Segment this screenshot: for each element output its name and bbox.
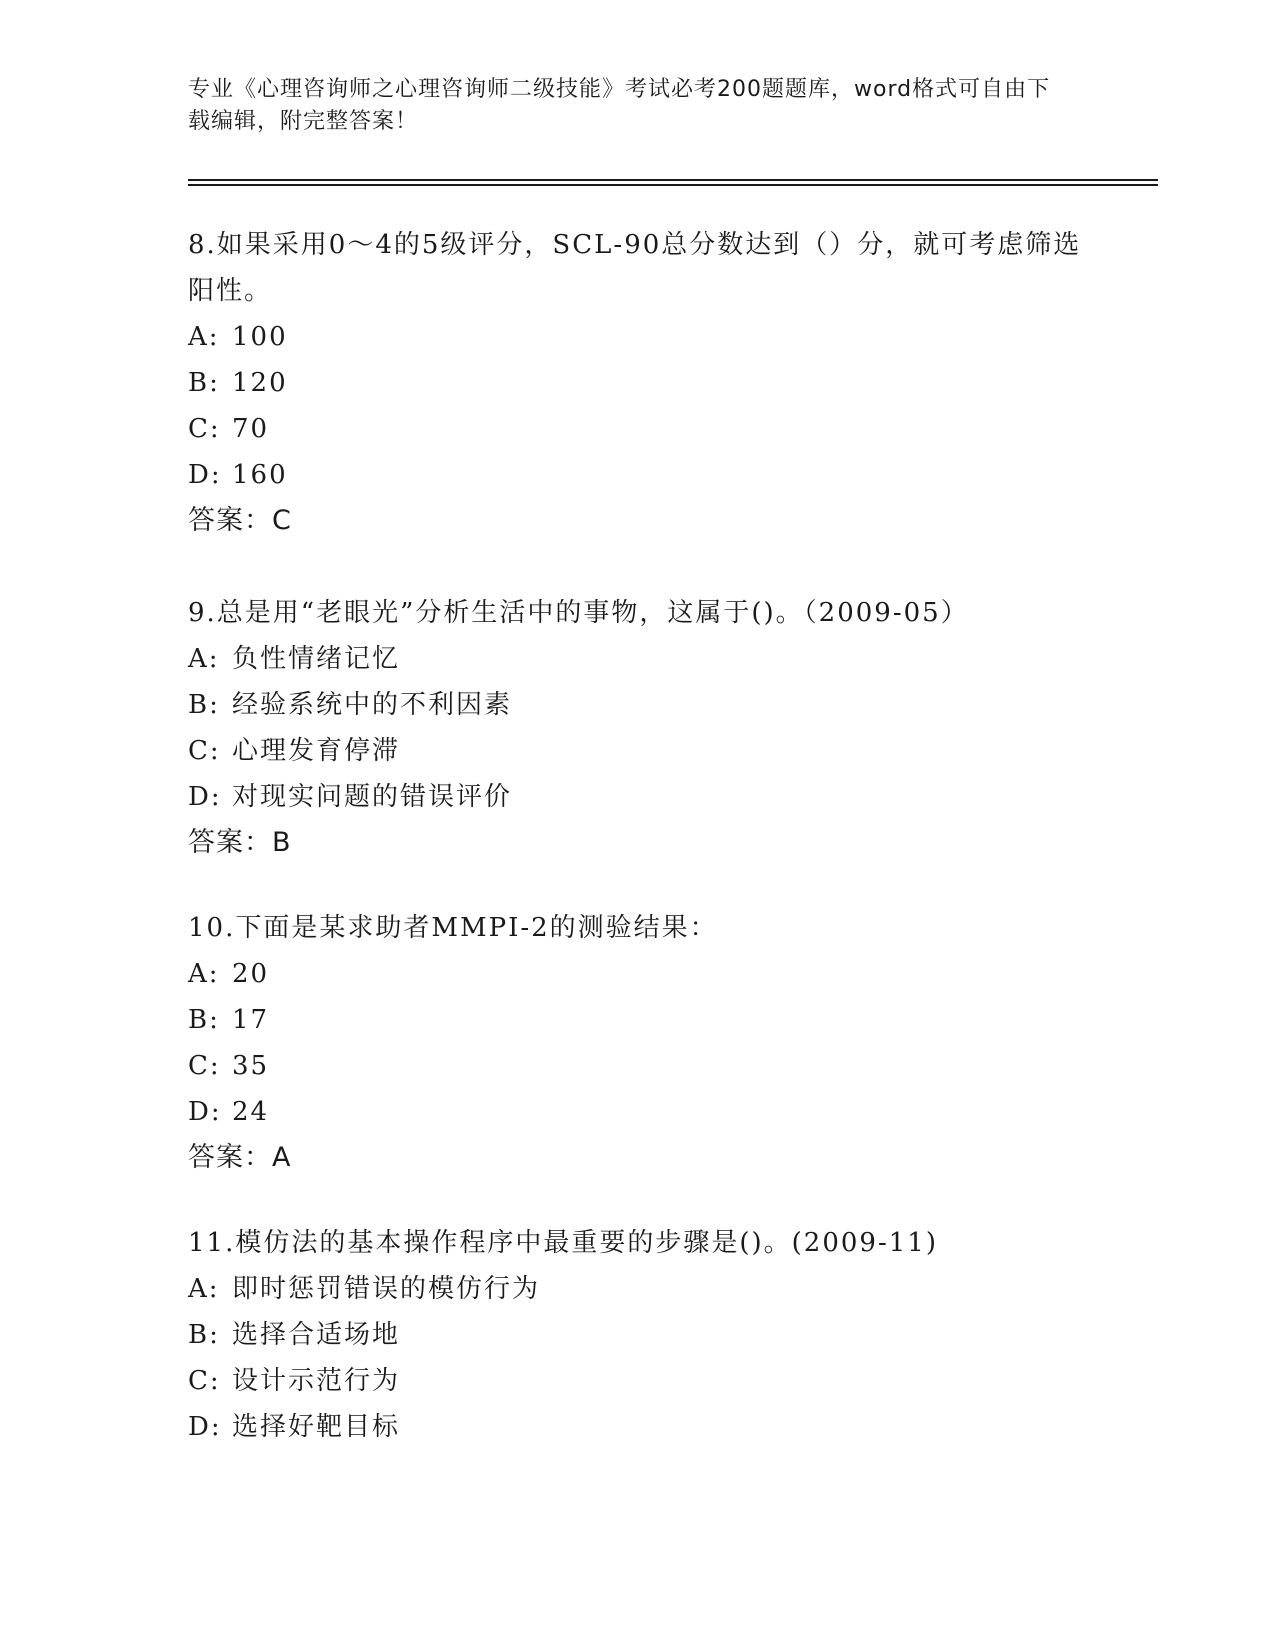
question-stem: 8.如果采用0～4的5级评分，SCL-90总分数达到（）分，就可考虑筛选阳性。 <box>188 230 1082 306</box>
option-text: 选择好靶目标 <box>232 1412 401 1442</box>
option-letter: D: <box>188 1412 222 1442</box>
option-text: 负性情绪记忆 <box>232 644 401 674</box>
question-11 <box>188 1220 1088 1450</box>
option-letter: C: <box>188 1366 221 1396</box>
option-c <box>188 406 1088 452</box>
option-d <box>188 1089 1088 1135</box>
option-b <box>188 997 1088 1043</box>
document-header-text: 专业《心理咨询师之心理咨询师二级技能》考试必考200题题库，word格式可自由下载编辑，附完整答案！ <box>188 77 1051 134</box>
option-text: 17 <box>232 1005 270 1035</box>
question-9 <box>188 590 1088 866</box>
option-letter: D: <box>188 1097 222 1127</box>
option-text: 心理发育停滞 <box>232 736 401 766</box>
option-b <box>188 682 1088 728</box>
option-letter: B: <box>188 1005 220 1035</box>
option-letter: C: <box>188 736 221 766</box>
question-10 <box>188 905 1088 1181</box>
option-b <box>188 1312 1088 1358</box>
option-letter: A: <box>188 322 220 352</box>
option-b <box>188 360 1088 406</box>
option-letter: C: <box>188 414 221 444</box>
option-d <box>188 452 1088 498</box>
option-letter: B: <box>188 368 220 398</box>
option-text: 对现实问题的错误评价 <box>232 782 513 812</box>
option-a <box>188 314 1088 360</box>
option-text: 设计示范行为 <box>232 1366 401 1396</box>
option-text: 选择合适场地 <box>232 1320 401 1350</box>
option-text: 100 <box>232 322 288 352</box>
answer-line: 答案：C <box>188 505 292 536</box>
option-letter: B: <box>188 690 220 720</box>
option-letter: D: <box>188 782 222 812</box>
option-a <box>188 1266 1088 1312</box>
answer-line: 答案：B <box>188 827 292 858</box>
answer-line: 答案：A <box>188 1142 292 1173</box>
option-letter: A: <box>188 959 220 989</box>
option-text: 35 <box>232 1051 270 1081</box>
option-text: 24 <box>232 1097 270 1127</box>
option-text: 即时惩罚错误的模仿行为 <box>232 1274 541 1304</box>
option-text: 70 <box>232 414 270 444</box>
option-letter: A: <box>188 644 220 674</box>
question-stem: 11.模仿法的基本操作程序中最重要的步骤是()。(2009-11) <box>188 1228 938 1258</box>
option-text: 经验系统中的不利因素 <box>232 690 513 720</box>
option-text: 120 <box>232 368 288 398</box>
question-8 <box>188 222 1088 544</box>
question-stem: 10.下面是某求助者MMPI-2的测验结果： <box>188 913 718 943</box>
option-c <box>188 728 1088 774</box>
option-c <box>188 1358 1088 1404</box>
option-c <box>188 1043 1088 1089</box>
option-text: 160 <box>232 460 288 490</box>
option-letter: B: <box>188 1320 220 1350</box>
header-rule-top <box>188 179 1158 181</box>
option-d <box>188 1404 1088 1450</box>
option-letter: D: <box>188 460 222 490</box>
question-stem: 9.总是用“老眼光”分析生活中的事物，这属于()。（2009-05） <box>188 598 969 628</box>
option-text: 20 <box>232 959 270 989</box>
header-rule-bottom <box>188 184 1158 186</box>
option-letter: A: <box>188 1274 220 1304</box>
option-a <box>188 636 1088 682</box>
option-a <box>188 951 1088 997</box>
option-letter: C: <box>188 1051 221 1081</box>
option-d <box>188 774 1088 820</box>
